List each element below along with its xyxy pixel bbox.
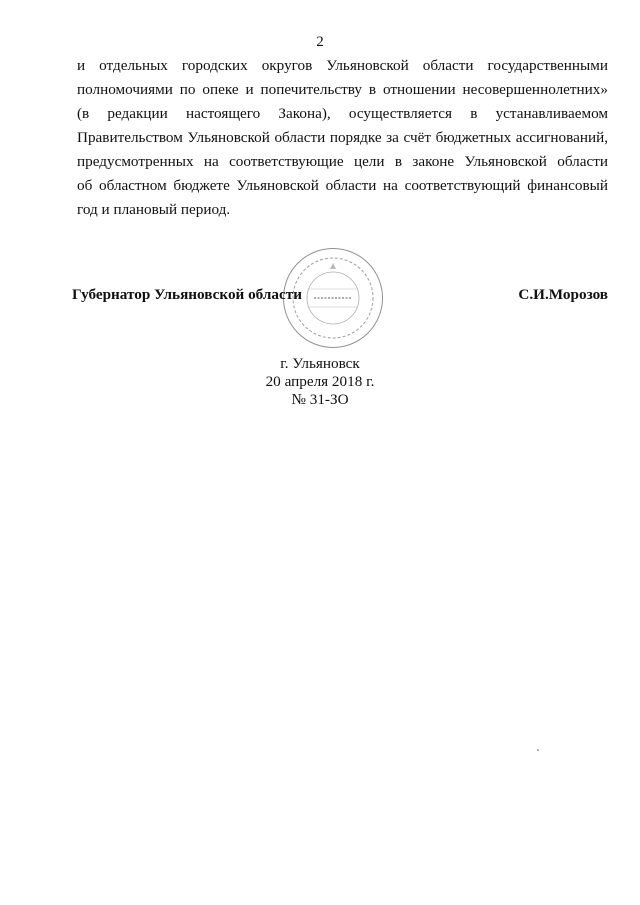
signing-date: 20 апреля 2018 г. [265, 373, 375, 390]
signatory-name: С.И.Морозов [518, 286, 608, 303]
place-date-block [0, 355, 640, 409]
signature-block [72, 286, 608, 306]
body-line: предусмотренных на соответствующие цели в законе Ульяновской области [77, 153, 608, 170]
body-line: полномочиями по опеке и попечительству в отношении несовершеннолетних» [77, 81, 608, 98]
scan-speck [537, 749, 539, 751]
body-line: год и плановый период. [77, 201, 231, 218]
body-line: (в редакции настоящего Закона), осуществляется в устанавливаемом [77, 105, 608, 122]
page-number: 2 [316, 34, 324, 50]
signatory-title: Губернатор Ульяновской области [72, 286, 302, 303]
place-of-signing: г. Ульяновск [280, 355, 360, 372]
body-line: об областном бюджете Ульяновской области на соответствующий финансовый [77, 177, 608, 194]
body-line: Правительством Ульяновской области порядке за счёт бюджетных ассигнований, [77, 129, 608, 146]
body-line: и отдельных городских округов Ульяновской области государственными [77, 57, 608, 74]
law-number: № 31-ЗО [291, 391, 349, 408]
document-body [77, 54, 608, 222]
